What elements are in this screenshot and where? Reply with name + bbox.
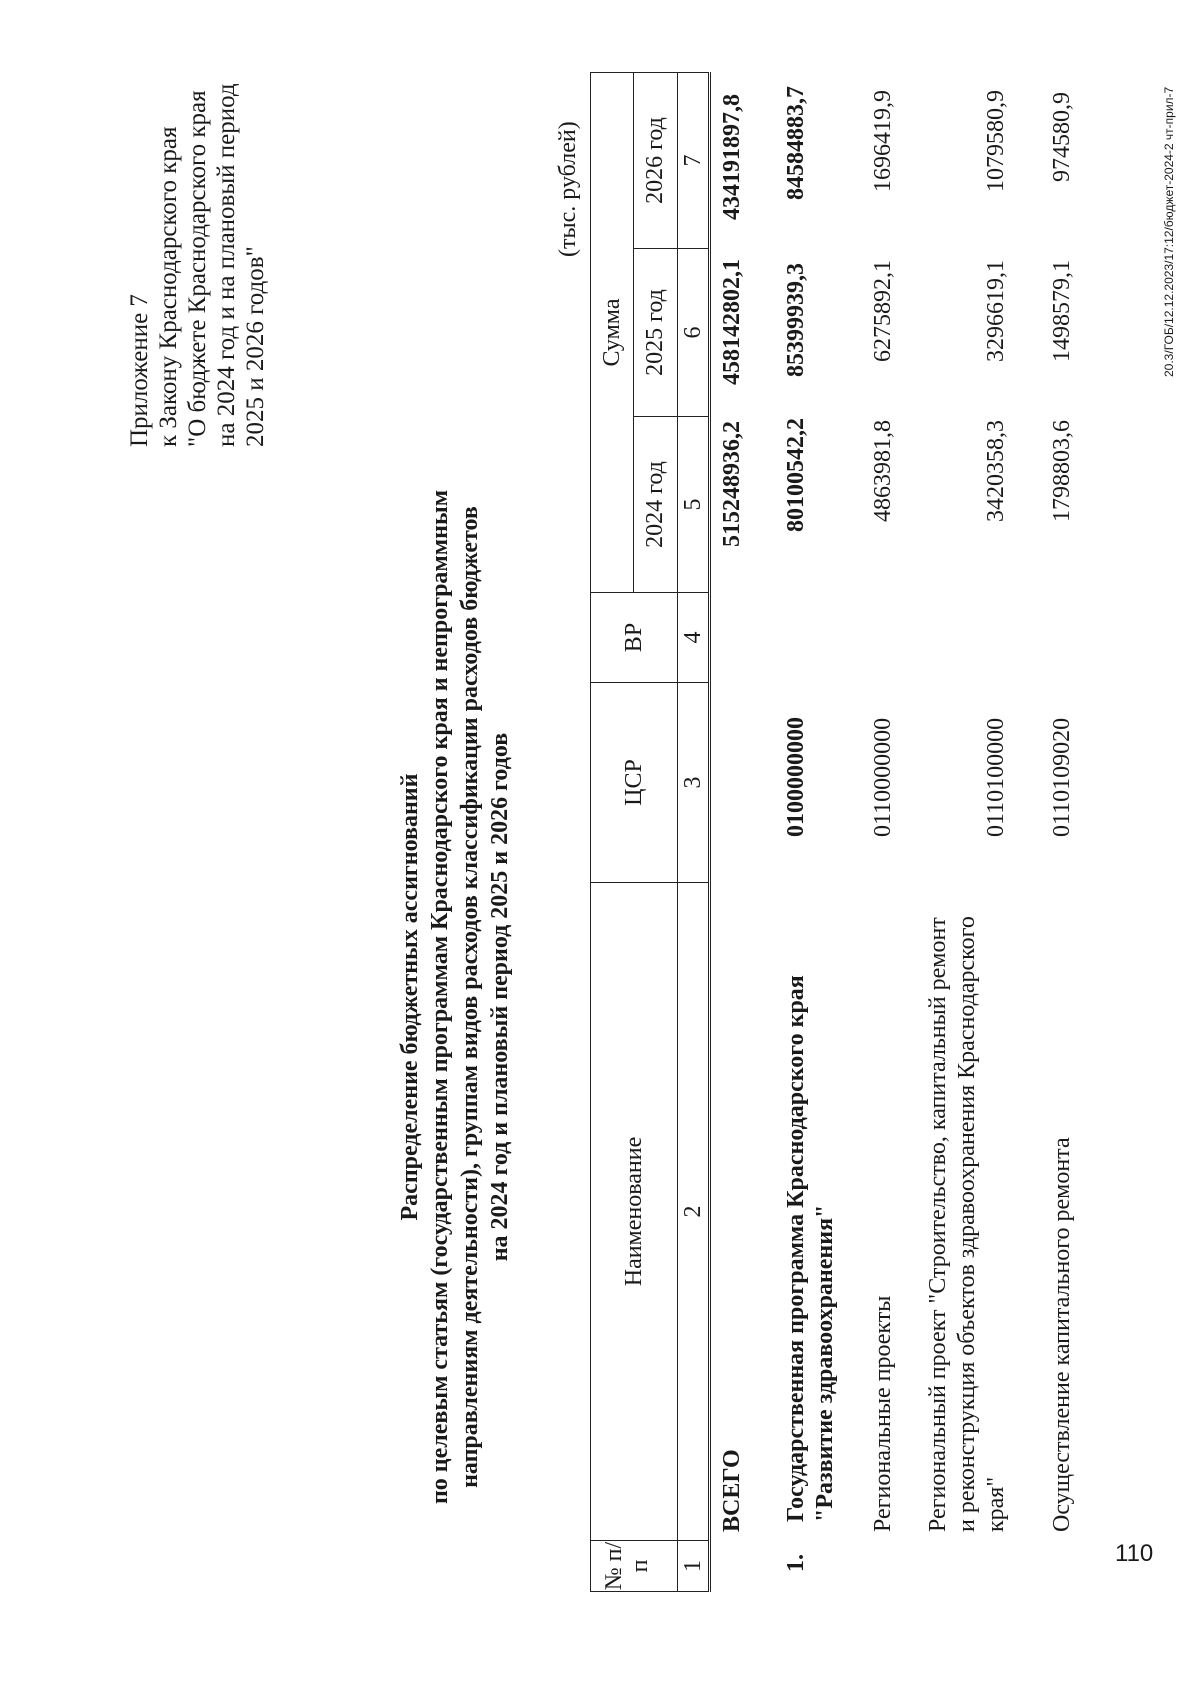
- column-number: 6: [678, 248, 708, 416]
- appendix-line: 2025 и 2026 годов": [242, 246, 269, 447]
- row-name: Региональный проект "Строительство, капитальный ремонт и реконструкция объектов здравоохранения Краснодарского края": [925, 916, 1009, 1532]
- row-sum-2025: 85399939,3: [783, 263, 809, 377]
- row-csr: 0110100000: [983, 717, 1009, 837]
- row-name: Региональные проекты: [870, 1295, 896, 1532]
- appendix-reference: [125, 83, 270, 447]
- row-sum-2024: 515248936,2: [719, 421, 745, 547]
- row-csr: 0110109020: [1049, 717, 1075, 837]
- header-sum: Сумма: [591, 72, 634, 592]
- header-year-2025: 2025 год: [634, 248, 677, 416]
- units-label: (тыс. рублей): [555, 121, 581, 257]
- header-name: Наименование: [591, 882, 677, 1540]
- column-number: 7: [678, 72, 708, 248]
- row-sum-2026: 974580,9: [1049, 92, 1075, 182]
- row-sum-2024: 80100542,2: [783, 418, 809, 532]
- header-vr: ВР: [591, 592, 677, 682]
- table-header: [590, 72, 678, 1592]
- row-sum-2026: 1696419,9: [870, 90, 896, 192]
- row-sum-2024: 4863981,8: [870, 420, 896, 522]
- appendix-line: "О бюджете Краснодарского края: [184, 90, 211, 447]
- column-number: 4: [678, 592, 708, 682]
- footer-document-code: 20.3/ГОБ/12.12.2023/17:12/бюджет-2024-2 чт-прил-7: [1162, 86, 1176, 377]
- row-sum-2025: 458142802,1: [719, 259, 745, 385]
- table-double-rule: [710, 72, 711, 1592]
- header-year-2026: 2026 год: [634, 72, 677, 248]
- document-title: [395, 447, 515, 1547]
- header-csr: ЦСР: [591, 682, 677, 882]
- row-sum-2025: 1498579,1: [1049, 260, 1075, 362]
- row-sum-2026: 84584883,7: [783, 86, 809, 200]
- column-number: 5: [678, 416, 708, 592]
- column-number: 3: [678, 682, 708, 882]
- row-sum-2026: 1079580,9: [983, 90, 1009, 192]
- row-sum-2025: 6275892,1: [870, 260, 896, 362]
- appendix-line: на 2024 год и на плановый период: [213, 83, 240, 447]
- row-sum-2026: 434191897,8: [719, 94, 745, 220]
- row-sum-2024: 1798803,6: [1049, 420, 1075, 522]
- column-number-row: [678, 72, 709, 1592]
- title-line: на 2024 год и плановый период 2025 и 2026 годов: [487, 732, 513, 1262]
- page-number: 110: [1115, 1540, 1154, 1567]
- header-no: № п/п: [591, 1540, 677, 1592]
- appendix-line: Приложение 7: [126, 294, 153, 447]
- row-name: ВСЕГО: [719, 1449, 745, 1532]
- title-line: направлениям деятельности), группам видов расходов классификации расходов бюджетов: [457, 506, 483, 1488]
- row-csr: 0110000000: [870, 717, 896, 837]
- column-number: 2: [678, 882, 708, 1540]
- header-year-2024: 2024 год: [634, 416, 677, 592]
- row-sum-2025: 3296619,1: [983, 260, 1009, 362]
- row-csr: 0100000000: [783, 717, 809, 837]
- title-line: Распределение бюджетных ассигнований: [397, 773, 423, 1221]
- appendix-line: к Закону Краснодарского края: [155, 126, 182, 447]
- column-number: 1: [678, 1540, 708, 1592]
- row-name: Государственная программа Краснодарского края "Развитие здравоохранения": [783, 975, 838, 1522]
- title-line: по целевым статьям (государственным программам Краснодарского края и непрограммным: [427, 489, 453, 1505]
- row-number: 1.: [783, 1554, 809, 1572]
- row-sum-2024: 3420358,3: [983, 420, 1009, 522]
- row-name: Осуществление капитального ремонта: [1049, 1137, 1075, 1532]
